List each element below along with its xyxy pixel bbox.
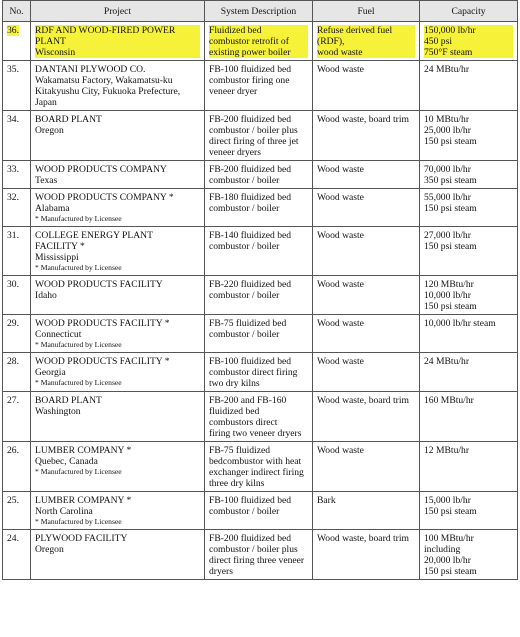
row-number: [3, 442, 31, 492]
fuel-cell-line: Wood waste, board trim: [317, 395, 409, 406]
system-description-cell-line: FB-100 fluidized bed: [209, 64, 292, 75]
system-description-cell: [205, 22, 313, 61]
licensee-note: * Manufactured by Licensee: [35, 517, 122, 526]
table-row: [3, 442, 518, 492]
fuel-cell-line: Wood waste: [317, 279, 364, 290]
system-description-cell: [205, 492, 313, 530]
licensee-note: * Manufactured by Licensee: [35, 340, 122, 349]
system-description-cell-line: veneer dryers: [209, 147, 261, 158]
table-row: [3, 227, 518, 276]
system-description-cell-line: combustor direct firing: [209, 367, 298, 378]
header-system-description: System Description: [205, 1, 313, 22]
system-description-cell-line: combustor / boiler: [209, 241, 280, 252]
project-cell-line: Japan: [35, 97, 57, 108]
licensee-note: * Manufactured by Licensee: [35, 214, 122, 223]
project-cell-line: LUMBER COMPANY *: [35, 495, 132, 506]
capacity-cell: [420, 111, 518, 161]
system-description-cell-line: dryers: [209, 566, 233, 577]
system-description-cell-line: FB-220 fluidized bed: [209, 279, 292, 290]
row-number: [3, 353, 31, 392]
system-description-cell-line: FB-140 fluidized bed: [209, 230, 292, 241]
capacity-cell-line: 25,000 lb/hr: [424, 125, 471, 136]
fuel-cell-line: Wood waste: [317, 356, 364, 367]
table-row: [3, 392, 518, 442]
table-row: [3, 189, 518, 227]
project-cell-line: WOOD PRODUCTS FACILITY *: [35, 356, 170, 367]
project-cell: [31, 530, 205, 580]
fuel-cell-line: Refuse derived fuel (RDF),: [317, 25, 415, 47]
capacity-cell-line: 10,000 lb/hr: [424, 290, 471, 301]
table-row: [3, 111, 518, 161]
capacity-cell: [420, 492, 518, 530]
system-description-cell-line: fluidized bed: [209, 406, 260, 417]
fuel-cell-line: Wood waste: [317, 445, 364, 456]
system-description-cell-line: FB-200 fluidized bed: [209, 114, 292, 125]
fuel-cell: [313, 22, 420, 61]
header-fuel: Fuel: [313, 1, 420, 22]
table-row: [3, 315, 518, 353]
licensee-note: * Manufactured by Licensee: [35, 467, 122, 476]
header-project: Project: [31, 1, 205, 22]
capacity-cell: [420, 392, 518, 442]
system-description-cell: [205, 392, 313, 442]
table-row: [3, 353, 518, 392]
system-description-cell-line: combustor / boiler plus: [209, 125, 298, 136]
row-number-text: 24.: [7, 533, 19, 544]
capacity-cell: [420, 315, 518, 353]
project-cell: [31, 111, 205, 161]
system-description-cell: [205, 61, 313, 111]
capacity-cell-line: 150 psi steam: [424, 506, 477, 517]
system-description-cell-line: combustor / boiler: [209, 175, 280, 186]
project-cell: [31, 492, 205, 530]
fuel-cell-line: Bark: [317, 495, 336, 506]
row-number-text: 25.: [7, 495, 19, 506]
fuel-cell-line: Wood waste: [317, 64, 364, 75]
table-row: [3, 492, 518, 530]
project-cell: [31, 442, 205, 492]
capacity-cell: [420, 189, 518, 227]
project-cell: [31, 392, 205, 442]
fuel-cell: [313, 392, 420, 442]
capacity-cell-line: 27,000 lb/hr: [424, 230, 471, 241]
row-number: [3, 189, 31, 227]
header-no: No.: [3, 1, 31, 22]
system-description-cell-line: veneer dryer: [209, 86, 258, 97]
project-cell-line: Wakamatsu Factory, Wakamatsu-ku: [35, 75, 173, 86]
capacity-cell-line: 15,000 lb/hr: [424, 495, 471, 506]
system-description-cell-line: FB-200 fluidized bed: [209, 533, 292, 544]
fuel-cell-line: Wood waste: [317, 318, 364, 329]
row-number-text: 33.: [7, 164, 19, 175]
capacity-cell-line: 750°F steam: [424, 47, 513, 58]
project-cell-line: WOOD PRODUCTS FACILITY *: [35, 318, 170, 329]
row-number: [3, 315, 31, 353]
system-description-cell: [205, 530, 313, 580]
capacity-cell-line: 150 psi steam: [424, 301, 477, 312]
project-cell-line: Oregon: [35, 544, 64, 555]
project-cell-line: Kitakyushu City, Fukuoka Prefecture,: [35, 86, 181, 97]
capacity-cell: [420, 161, 518, 189]
capacity-cell-line: 24 MBtu/hr: [424, 64, 470, 75]
row-number: [3, 392, 31, 442]
capacity-cell-line: 150 psi steam: [424, 241, 477, 252]
capacity-cell: [420, 276, 518, 315]
system-description-cell: [205, 111, 313, 161]
fuel-cell: [313, 161, 420, 189]
fuel-cell: [313, 61, 420, 111]
project-cell: [31, 161, 205, 189]
capacity-cell-line: 10,000 lb/hr steam: [424, 318, 496, 329]
capacity-cell: [420, 22, 518, 61]
project-cell-line: Washington: [35, 406, 81, 417]
system-description-cell-line: Fluidized bed: [209, 25, 308, 36]
capacity-cell-line: 70,000 lb/hr: [424, 164, 471, 175]
system-description-cell-line: combustor firing one: [209, 75, 290, 86]
project-cell-line: BOARD PLANT: [35, 114, 102, 125]
system-description-cell: [205, 189, 313, 227]
system-description-cell-line: FB-180 fluidized bed: [209, 192, 292, 203]
system-description-cell-line: FB-200 fluidized bed: [209, 164, 292, 175]
row-number: [3, 530, 31, 580]
table-row: [3, 161, 518, 189]
fuel-cell-line: Wood waste, board trim: [317, 114, 409, 125]
system-description-cell-line: combustor / boiler plus: [209, 544, 298, 555]
licensee-note: * Manufactured by Licensee: [35, 378, 122, 387]
table-row: [3, 530, 518, 580]
project-cell: [31, 61, 205, 111]
project-cell-line: PLYWOOD FACILITY: [35, 533, 128, 544]
project-cell-line: BOARD PLANT: [35, 395, 102, 406]
fuel-cell-line: Wood waste, board trim: [317, 533, 409, 544]
header-capacity: Capacity: [420, 1, 518, 22]
project-cell-line: WOOD PRODUCTS FACILITY: [35, 279, 163, 290]
capacity-cell-line: 450 psi: [424, 36, 513, 47]
system-description-cell-line: combustor / boiler: [209, 506, 280, 517]
fuel-cell: [313, 276, 420, 315]
capacity-cell-line: 10 MBtu/hr: [424, 114, 470, 125]
row-number: [3, 492, 31, 530]
row-number-text: 32.: [7, 192, 19, 203]
project-cell-line: Wisconsin: [35, 47, 200, 58]
row-number-text: 35.: [7, 64, 19, 75]
row-number-text: 29.: [7, 318, 19, 329]
capacity-cell: [420, 442, 518, 492]
project-cell-line: LUMBER COMPANY *: [35, 445, 132, 456]
header-row: [3, 1, 518, 22]
row-number-text: 30.: [7, 279, 19, 290]
row-number-text: 34.: [7, 114, 19, 125]
project-cell: [31, 315, 205, 353]
system-description-cell: [205, 442, 313, 492]
system-description-cell-line: FB-75 fluidized: [209, 445, 271, 456]
system-description-cell-line: bedcombustor with heat: [209, 456, 302, 467]
system-description-cell-line: FB-100 fluidized bed: [209, 495, 292, 506]
capacity-cell: [420, 530, 518, 580]
capacity-cell: [420, 227, 518, 276]
project-cell-line: FACILITY *: [35, 241, 85, 252]
capacity-cell-line: 12 MBtu/hr: [424, 445, 470, 456]
system-description-cell-line: three dry kilns: [209, 478, 265, 489]
table-body: [3, 22, 518, 580]
project-cell: [31, 276, 205, 315]
licensee-note: * Manufactured by Licensee: [35, 263, 122, 272]
project-cell-line: Idaho: [35, 290, 57, 301]
project-cell: [31, 353, 205, 392]
fuel-cell: [313, 530, 420, 580]
system-description-cell-line: combustor / boiler: [209, 203, 280, 214]
system-description-cell: [205, 161, 313, 189]
system-description-cell-line: FB-100 fluidized bed: [209, 356, 292, 367]
system-description-cell-line: direct firing three veneer: [209, 555, 305, 566]
capacity-cell-line: 150,000 lb/hr: [424, 25, 513, 36]
row-number-text: 28.: [7, 356, 19, 367]
project-cell-line: Connecticut: [35, 329, 82, 340]
project-cell-line: Oregon: [35, 125, 64, 136]
system-description-cell: [205, 353, 313, 392]
system-description-cell: [205, 276, 313, 315]
row-number: [3, 227, 31, 276]
row-number-text: 31.: [7, 230, 19, 241]
row-number-text: 27.: [7, 395, 19, 406]
project-cell-line: Texas: [35, 175, 58, 186]
capacity-cell-line: 55,000 lb/hr: [424, 192, 471, 203]
system-description-cell-line: exchanger indirect firing: [209, 467, 304, 478]
table-row: [3, 276, 518, 315]
capacity-cell-line: 20,000 lb/hr: [424, 555, 471, 566]
system-description-cell-line: combustor / boiler: [209, 290, 280, 301]
project-cell-line: Alabama: [35, 203, 70, 214]
system-description-cell-line: firing two veneer dryers: [209, 428, 302, 439]
system-description-cell-line: combustors direct: [209, 417, 278, 428]
project-cell-line: Mississippi: [35, 252, 79, 263]
fuel-cell: [313, 315, 420, 353]
project-cell: [31, 227, 205, 276]
project-cell: [31, 189, 205, 227]
capacity-cell-line: 150 psi steam: [424, 566, 477, 577]
capacity-cell: [420, 353, 518, 392]
system-description-cell-line: two dry kilns: [209, 378, 260, 389]
row-number: [3, 111, 31, 161]
row-number: [3, 276, 31, 315]
system-description-cell-line: existing power boiler: [209, 47, 308, 58]
system-description-cell: [205, 315, 313, 353]
fuel-cell-line: Wood waste: [317, 164, 364, 175]
project-cell-line: COLLEGE ENERGY PLANT: [35, 230, 153, 241]
fuel-cell: [313, 227, 420, 276]
table-row: [3, 61, 518, 111]
row-number: [3, 161, 31, 189]
fuel-cell: [313, 111, 420, 161]
fuel-cell: [313, 189, 420, 227]
fuel-cell-line: Wood waste: [317, 230, 364, 241]
fuel-cell: [313, 492, 420, 530]
project-cell: [31, 22, 205, 61]
capacity-cell-line: 160 MBtu/hr: [424, 395, 474, 406]
system-description-cell-line: combustor / boiler: [209, 329, 280, 340]
project-cell-line: WOOD PRODUCTS COMPANY *: [35, 192, 174, 203]
project-cell-line: RDF AND WOOD-FIRED POWER PLANT: [35, 25, 200, 47]
system-description-cell-line: direct firing of three jet: [209, 136, 299, 147]
system-description-cell-line: combustor retrofit of: [209, 36, 308, 47]
project-cell-line: North Carolina: [35, 506, 93, 517]
capacity-cell-line: 100 MBtu/hr: [424, 533, 474, 544]
row-number: [3, 22, 31, 61]
row-number-text: 26.: [7, 445, 19, 456]
system-description-cell-line: FB-75 fluidized bed: [209, 318, 287, 329]
project-cell-line: WOOD PRODUCTS COMPANY: [35, 164, 167, 175]
capacity-cell-line: 150 psi steam: [424, 136, 477, 147]
system-description-cell-line: FB-200 and FB-160: [209, 395, 287, 406]
fuel-cell: [313, 353, 420, 392]
projects-table: [2, 0, 518, 580]
system-description-cell: [205, 227, 313, 276]
capacity-cell: [420, 61, 518, 111]
fuel-cell: [313, 442, 420, 492]
capacity-cell-line: including: [424, 544, 461, 555]
row-number-text: 36.: [7, 25, 19, 36]
project-cell-line: Quebec, Canada: [35, 456, 98, 467]
capacity-cell-line: 120 MBtu/hr: [424, 279, 474, 290]
fuel-cell-line: wood waste: [317, 47, 415, 58]
capacity-cell-line: 24 MBtu/hr: [424, 356, 470, 367]
table-row: [3, 22, 518, 61]
row-number: [3, 61, 31, 111]
capacity-cell-line: 150 psi steam: [424, 203, 477, 214]
capacity-cell-line: 350 psi steam: [424, 175, 477, 186]
project-cell-line: DANTANI PLYWOOD CO.: [35, 64, 146, 75]
fuel-cell-line: Wood waste: [317, 192, 364, 203]
project-cell-line: Georgia: [35, 367, 66, 378]
